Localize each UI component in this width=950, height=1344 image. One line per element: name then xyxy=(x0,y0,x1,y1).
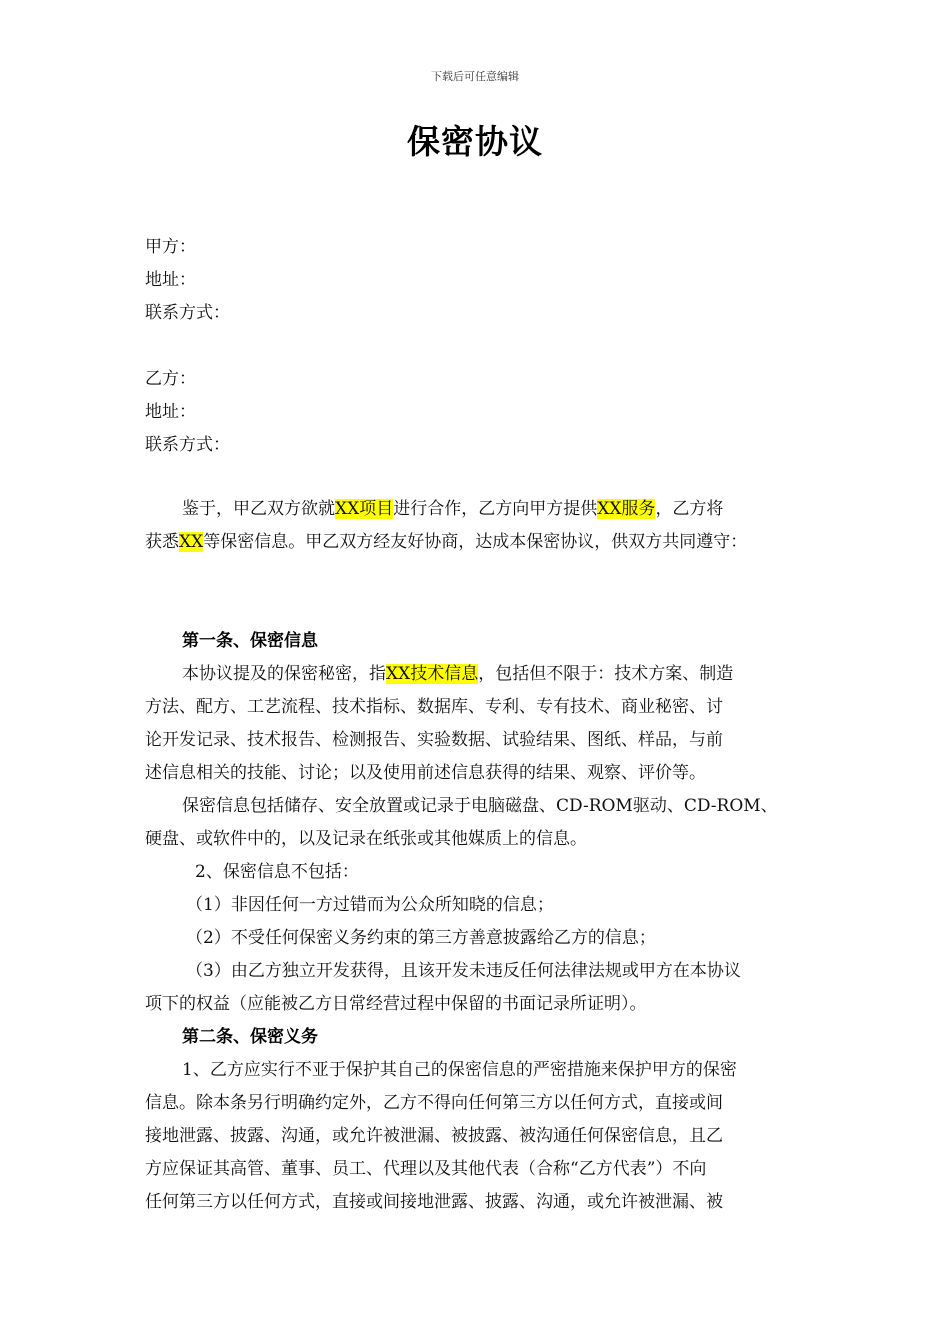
document-title: 保密协议 xyxy=(407,122,543,161)
article-2-line-2: 信息。除本条另行明确约定外，乙方不得向任何第三方以任何方式，直接或间 xyxy=(145,1093,723,1113)
article-2-line-5: 任何第三方以任何方式，直接或间接地泄露、披露、沟通，或允许被泄漏、被 xyxy=(145,1192,723,1212)
article-1-line-4: 述信息相关的技能、讨论；以及使用前述信息获得的结果、观察、评价等。 xyxy=(145,763,706,783)
article-2-line-4: 方应保证其高管、董事、员工、代理以及其他代表（合称“乙方代表”）不向 xyxy=(145,1159,707,1179)
preamble-line-1: 鉴于，甲乙双方欲就XX项目进行合作，乙方向甲方提供XX服务，乙方将 xyxy=(182,499,724,519)
article-1-line-6: 硬盘、或软件中的，以及记录在纸张或其他媒质上的信息。 xyxy=(145,829,587,849)
party-a-contact: 联系方式： xyxy=(145,303,230,323)
article-1-line-5: 保密信息包括储存、安全放置或记录于电脑磁盘、CD-ROM驱动、CD-ROM、 xyxy=(182,796,778,816)
party-a-address: 地址： xyxy=(145,270,196,290)
article-2-heading: 第二条、保密义务 xyxy=(182,1027,318,1047)
party-b-contact: 联系方式： xyxy=(145,435,230,455)
highlight-xx: XX xyxy=(179,532,204,552)
highlight-tech-info: XX技术信息 xyxy=(386,664,479,684)
article-1-line-7: 2、保密信息不包括： xyxy=(195,862,359,882)
preamble-line-2: 获悉XX等保密信息。甲乙双方经友好协商，达成本保密协议，供双方共同遵守： xyxy=(145,532,748,552)
article-1-line-2: 方法、配方、工艺流程、技术指标、数据库、专利、专有技术、商业秘密、讨 xyxy=(145,697,723,717)
header-note: 下载后可任意编辑 xyxy=(431,70,519,83)
highlight-project: XX项目 xyxy=(335,499,394,519)
highlight-service: XX服务 xyxy=(597,499,656,519)
article-1-line-10: （3）由乙方独立开发获得，且该开发未违反任何法律法规或甲方在本协议 xyxy=(186,961,741,981)
article-1-heading: 第一条、保密信息 xyxy=(182,631,318,651)
article-2-line-3: 接地泄露、披露、沟通，或允许被泄漏、被披露、被沟通任何保密信息，且乙 xyxy=(145,1126,723,1146)
article-1-line-8: （1）非因任何一方过错而为公众所知晓的信息； xyxy=(186,895,554,915)
article-1-line-1: 本协议提及的保密秘密，指XX技术信息，包括但不限于：技术方案、制造 xyxy=(182,664,734,684)
article-1-line-3: 论开发记录、技术报告、检测报告、实验数据、试验结果、图纸、样品，与前 xyxy=(145,730,723,750)
article-2-line-1: 1、乙方应实行不亚于保护其自己的保密信息的严密措施来保护甲方的保密 xyxy=(182,1060,737,1080)
article-1-line-11: 项下的权益（应能被乙方日常经营过程中保留的书面记录所证明）。 xyxy=(145,994,647,1014)
article-1-line-9: （2）不受任何保密义务约束的第三方善意披露给乙方的信息； xyxy=(186,928,656,948)
party-b-address: 地址： xyxy=(145,402,196,422)
party-a-label: 甲方： xyxy=(145,237,196,257)
party-b-label: 乙方： xyxy=(145,369,196,389)
